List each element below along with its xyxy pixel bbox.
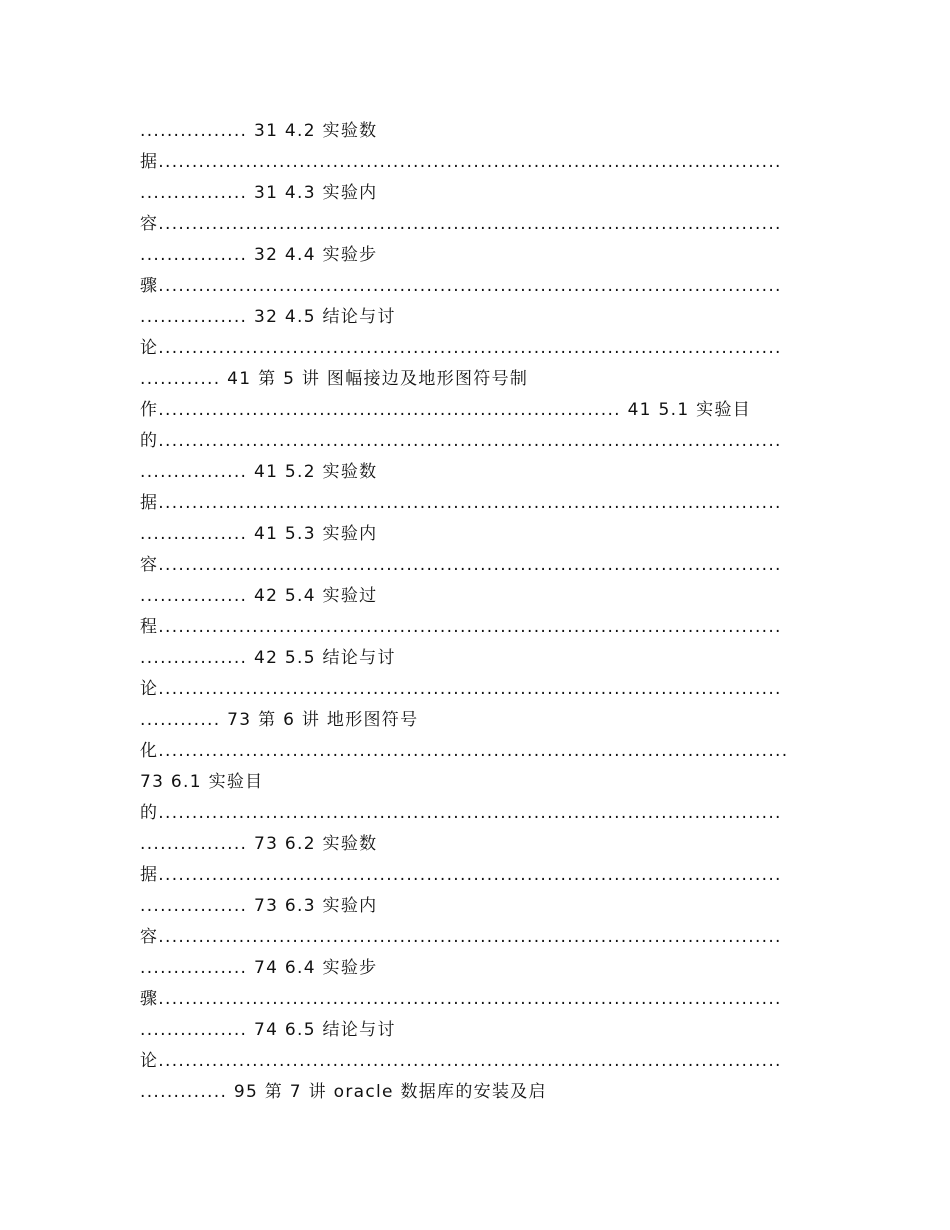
toc-line: 论............................................................................................. xyxy=(140,338,782,358)
toc-line: 作..................................................................... 41 5.1 实验目 xyxy=(140,400,752,420)
toc-line: ................ 32 4.4 实验步 xyxy=(140,245,378,265)
table-of-contents xyxy=(140,116,820,1108)
toc-line: 论............................................................................................. xyxy=(140,1051,782,1071)
toc-line: ................ 41 5.2 实验数 xyxy=(140,462,378,482)
toc-line: ............ 41 第 5 讲 图幅接边及地形图符号制 xyxy=(140,369,529,389)
toc-line: ................ 31 4.2 实验数 xyxy=(140,121,378,141)
toc-line: ................ 42 5.4 实验过 xyxy=(140,586,378,606)
toc-line: 骤............................................................................................. xyxy=(140,276,782,296)
toc-line: 容............................................................................................. xyxy=(140,927,782,947)
toc-line: ................ 41 5.3 实验内 xyxy=(140,524,378,544)
toc-line: ................ 74 6.5 结论与讨 xyxy=(140,1020,396,1040)
toc-line: 容............................................................................................. xyxy=(140,555,782,575)
toc-line: 据............................................................................................. xyxy=(140,493,782,513)
toc-line: 的............................................................................................. xyxy=(140,431,782,451)
toc-line: 化.............................................................................................. xyxy=(140,741,789,761)
toc-line: ................ 42 5.5 结论与讨 xyxy=(140,648,396,668)
toc-line: ................ 73 6.2 实验数 xyxy=(140,834,378,854)
toc-line: ................ 74 6.4 实验步 xyxy=(140,958,378,978)
toc-line: 程............................................................................................. xyxy=(140,617,782,637)
toc-line: ................ 73 6.3 实验内 xyxy=(140,896,378,916)
toc-line: 的............................................................................................. xyxy=(140,803,782,823)
toc-line: ................ 32 4.5 结论与讨 xyxy=(140,307,396,327)
toc-line: 论............................................................................................. xyxy=(140,679,782,699)
toc-line: 容............................................................................................. xyxy=(140,214,782,234)
toc-line: 骤............................................................................................. xyxy=(140,989,782,1009)
toc-line: 据............................................................................................. xyxy=(140,865,782,885)
toc-line: 73 6.1 实验目 xyxy=(140,772,264,792)
toc-line: ............. 95 第 7 讲 oracle 数据库的安装及启 xyxy=(140,1082,547,1102)
toc-line: ............ 73 第 6 讲 地形图符号 xyxy=(140,710,419,730)
toc-line: ................ 31 4.3 实验内 xyxy=(140,183,378,203)
toc-line: 据............................................................................................. xyxy=(140,152,782,172)
